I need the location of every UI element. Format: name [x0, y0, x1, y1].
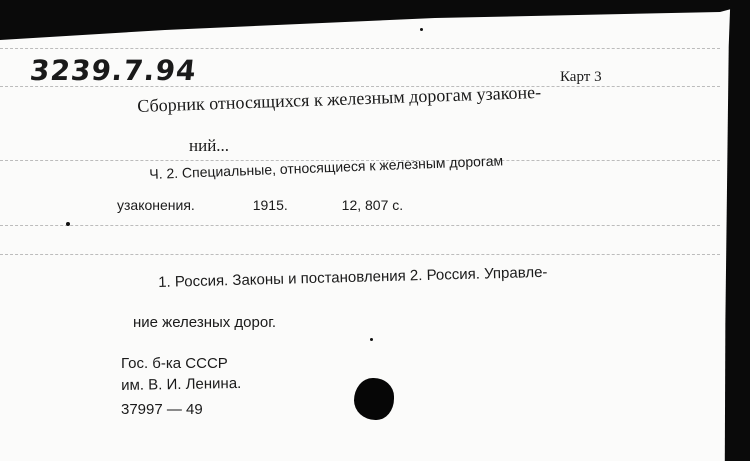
part-pages: 12, 807 с. [341, 197, 404, 213]
library-line-2: им. В. И. Ленина. [121, 374, 242, 394]
title-line-2: ний... [189, 136, 230, 155]
call-number: 3239.7.94 [28, 54, 199, 87]
part-line-1: Ч. 2. Специальные, относящиеся к железным дорогам [149, 152, 504, 182]
scan-border-right [722, 0, 750, 461]
ink-blot [354, 378, 394, 420]
part-year: 1915. [252, 197, 288, 213]
subjects-line-2: ние железных дорог. [133, 314, 277, 331]
part-line-2 [117, 197, 403, 213]
ruled-line [0, 225, 720, 226]
title-line-1: Сборник относящихся к железным дорогам узаконе- [137, 81, 542, 116]
ink-speck [370, 338, 373, 341]
ruled-line [0, 48, 720, 49]
subjects-line-1: 1. Россия. Законы и постановления 2. Россия. Управле- [158, 263, 548, 291]
ruled-line [0, 254, 720, 255]
part-line-2-text: узаконения. [117, 197, 195, 213]
scan-border-top [0, 0, 750, 40]
library-line-1: Гос. б-ка СССР [121, 355, 228, 372]
ink-speck [66, 222, 70, 226]
card-number: Карт 3 [560, 69, 602, 85]
ink-speck [420, 28, 423, 31]
library-line-3: 37997 — 49 [121, 401, 203, 418]
